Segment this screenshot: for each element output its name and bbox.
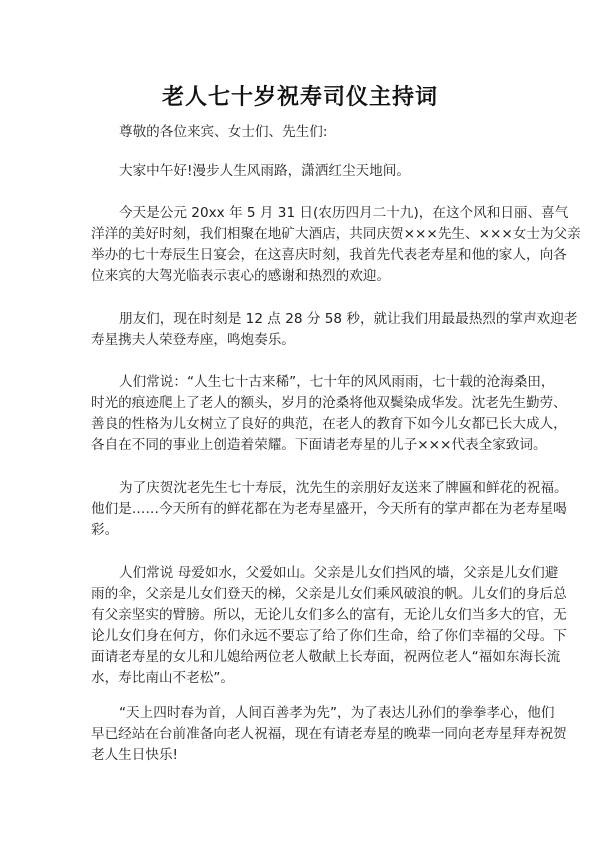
text-line: 人们常说：“人生七十古来稀”，七十年的风风雨雨，七十载的沧海桑田， [119,374,555,390]
closing-paragraph [91,703,567,766]
saying-paragraph [91,372,567,456]
text-line: 今天是公元 20xx 年 5 月 31 日(农历四月二十九)，在这个风和日丽、喜气 [119,205,569,221]
text-line: 各自在不同的事业上创造着荣耀。下面请老寿星的儿子×××代表全家致词。 [91,437,547,453]
text-line: “天上四时春为首，人间百善孝为先”，为了表达儿孙们的拳拳孝心，他们 [119,705,555,721]
text-line: 早已经站在台前准备向老人祝福，现在有请老寿星的晚辈一同向老寿星拜寿祝贺 [91,726,567,742]
text-line: 为了庆贺沈老先生七十寿辰，沈先生的亲朋好友送来了牌匾和鲜花的祝福。 [119,480,568,496]
blessing-paragraph [91,478,568,541]
document-title: 老人七十岁祝寿司仪主持词 [161,85,438,110]
text-line: 大家中午好!漫步人生风雨路，潇洒红尘天地间。 [119,163,410,179]
text-line: 论儿女们身在何方，你们永远不要忘了给了你们生命，给了你们幸福的父母。下 [91,628,567,644]
greeting [91,161,511,182]
date-paragraph [91,203,581,287]
text-line: 老人生日快乐! [91,747,179,763]
text-line: 面请老寿星的女儿和儿媳给两位老人敬献上长寿面，祝两位老人“福如东海长流 [91,649,561,665]
text-line: 人们常说 母爱如水，父爱如山。父亲是儿女们挡风的墙，父亲是儿女们避 [119,565,559,581]
text-line: 水，寿比南山不老松”。 [91,670,234,686]
text-line: 彩。 [91,522,119,538]
text-line: 洋洋的美好时刻，我们相聚在地矿大酒店，共同庆贺×××先生、×××女士为父亲 [91,226,581,242]
text-line: 雨的伞，父亲是儿女们登天的梯，父亲是儿女们乘风破浪的帆。儿女们的身后总 [91,586,567,602]
text-line: 寿星携夫人荣登寿座，鸣炮奏乐。 [91,332,295,348]
salutation [91,122,511,143]
text-line: 善良的性格为儿女树立了良好的典范，在老人的教育下如今儿女都已长大成人， [91,416,567,432]
text-line: 尊敬的各位来宾、女士们、先生们: [119,124,328,140]
text-line: 时光的痕迹爬上了老人的额头，岁月的沧桑将他双鬓染成华发。沈老先生勤劳、 [91,395,567,411]
father-paragraph [91,563,567,689]
time-paragraph [91,309,578,351]
text-line: 位来宾的大驾光临表示衷心的感谢和热烈的欢迎。 [91,268,391,284]
text-line: 有父亲坚实的臂膀。所以，无论儿女们多么的富有，无论儿女们当多大的官，无 [91,607,567,623]
text-line: 举办的七十寿辰生日宴会，在这喜庆时刻，我首先代表老寿星和他的家人，向各 [91,247,567,263]
text-line: 他们是……今天所有的鲜花都在为老寿星盛开，今天所有的掌声都在为老寿星喝 [91,501,567,517]
text-line: 朋友们，现在时刻是 12 点 28 分 58 秒，就让我们用最最热烈的掌声欢迎老 [119,311,578,327]
